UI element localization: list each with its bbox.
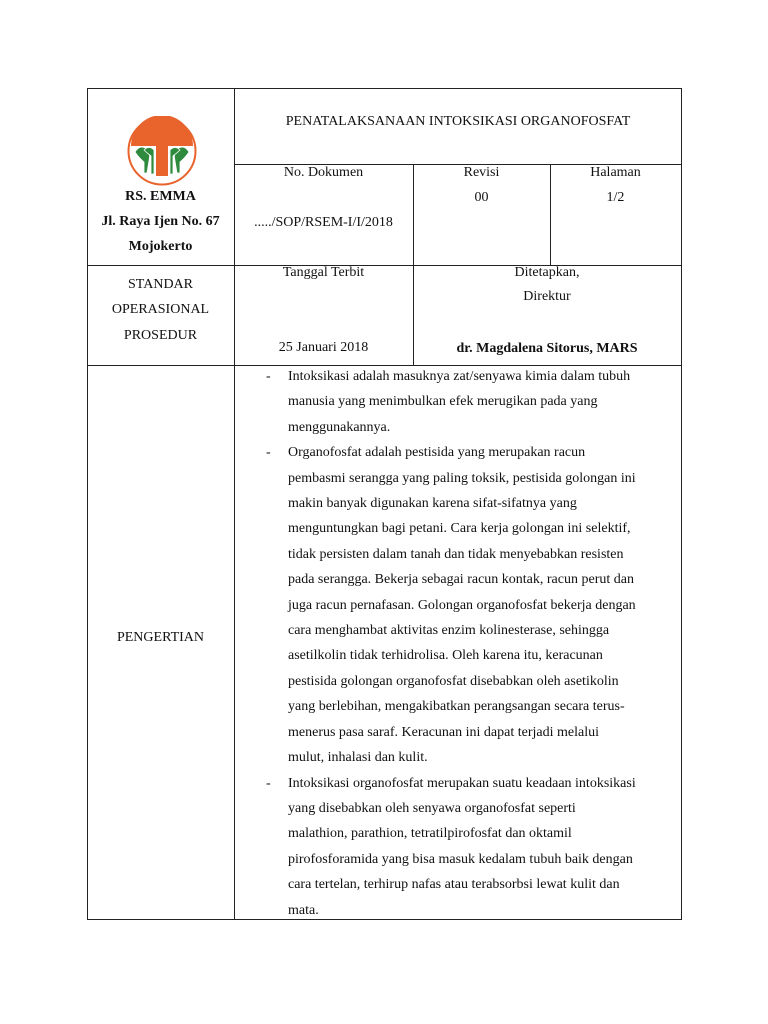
list-item-line: tidak persisten dalam tanah dan tidak menyebabkan resisten: [288, 546, 624, 562]
no-dokumen-label: No. Dokumen: [283, 165, 364, 180]
sop-label-line3: PROSEDUR: [123, 328, 198, 343]
list-item-line: manusia yang menimbulkan efek merugikan pada yang: [288, 394, 598, 410]
bullet-dash: -: [266, 775, 271, 791]
list-item: [240, 771, 680, 923]
hospital-address-line1: Jl. Raya Ijen No. 67: [101, 214, 220, 229]
direktur-label: Direktur: [523, 289, 571, 304]
list-item-line: Intoksikasi organofosfat merupakan suatu keadaan intoksikasi: [288, 775, 636, 791]
table-border-left: [87, 88, 88, 920]
sop-label-line2: OPERASIONAL: [111, 302, 210, 317]
list-item-line: makin banyak digunakan karena sifat-sifatnya yang: [288, 496, 577, 512]
list-item-line: juga racun pernafasan. Golongan organofosfat bekerja dengan: [288, 597, 636, 613]
list-item-line: mata.: [288, 902, 319, 918]
ditetapkan-label: Ditetapkan,: [514, 265, 580, 280]
revisi-value: 00: [474, 190, 489, 205]
list-item-line: asetilkolin tidak terhidrolisa. Oleh karena itu, keracunan: [288, 648, 603, 664]
table-border-right: [681, 88, 682, 920]
hospital-address-line2: Mojokerto: [128, 239, 193, 254]
tanggal-terbit-label: Tanggal Terbit: [282, 265, 365, 280]
revisi-label: Revisi: [463, 165, 500, 180]
tanggal-terbit-value: 25 Januari 2018: [278, 340, 369, 355]
list-item-line: yang berlebihan, mengakibatkan perangsangan secara terus-: [288, 699, 625, 715]
table-border-top: [87, 88, 682, 89]
list-item-line: menggunakannya.: [288, 419, 391, 435]
bullet-dash: -: [266, 369, 271, 384]
sop-label-line1: STANDAR: [128, 277, 193, 292]
list-item-line: mulut, inhalasi dan kulit.: [288, 750, 428, 766]
pengertian-list: [240, 364, 680, 923]
list-item-line: yang disebabkan oleh senyawa organofosfat seperti: [288, 800, 576, 816]
list-item-line: Intoksikasi adalah masuknya zat/senyawa kimia dalam tubuh: [288, 369, 631, 384]
hospital-logo-icon: [127, 116, 197, 186]
director-name: dr. Magdalena Sitorus, MARS: [456, 341, 638, 356]
document-title: PENATALAKSANAAN INTOKSIKASI ORGANOFOSFAT: [285, 114, 631, 129]
hospital-name: RS. EMMA: [125, 189, 196, 204]
list-item-line: malathion, parathion, tetratilpirofosfat dan oktamil: [288, 826, 572, 842]
halaman-value: 1/2: [606, 190, 625, 205]
list-item-line: pada serangga. Bekerja sebagai racun kontak, racun perut dan: [288, 572, 634, 588]
list-item: [240, 440, 680, 770]
halaman-label: Halaman: [590, 165, 641, 180]
list-item-line: cara menghambat aktivitas enzim kolinesterase, sehingga: [288, 623, 610, 639]
list-item-line: pembasmi serangga yang paling toksik, pestisida golongan ini: [288, 470, 636, 486]
no-dokumen-value: ...../SOP/RSEM-I/I/2018: [254, 215, 393, 230]
list-item-line: menguntungkan bagi petani. Cara kerja golongan ini selektif,: [288, 521, 631, 537]
list-item: [240, 364, 680, 440]
list-item-line: pirofosforamida yang bisa masuk kedalam tubuh baik dengan: [288, 851, 633, 867]
list-item-line: pestisida golongan organofosfat disebabkan oleh asetikolin: [288, 673, 619, 689]
pengertian-label: PENGERTIAN: [116, 630, 205, 645]
column-divider: [234, 88, 235, 920]
list-item-line: cara tertelan, terhirup nafas atau terabsorbsi lewat kulit dan: [288, 877, 620, 893]
list-item-line: menerus pasa saraf. Keracunan ini dapat terjadi melalui: [288, 724, 599, 740]
list-item-line: Organofosfat adalah pestisida yang merupakan racun: [288, 445, 586, 461]
sop-document: [87, 88, 682, 920]
bullet-dash: -: [266, 445, 271, 461]
